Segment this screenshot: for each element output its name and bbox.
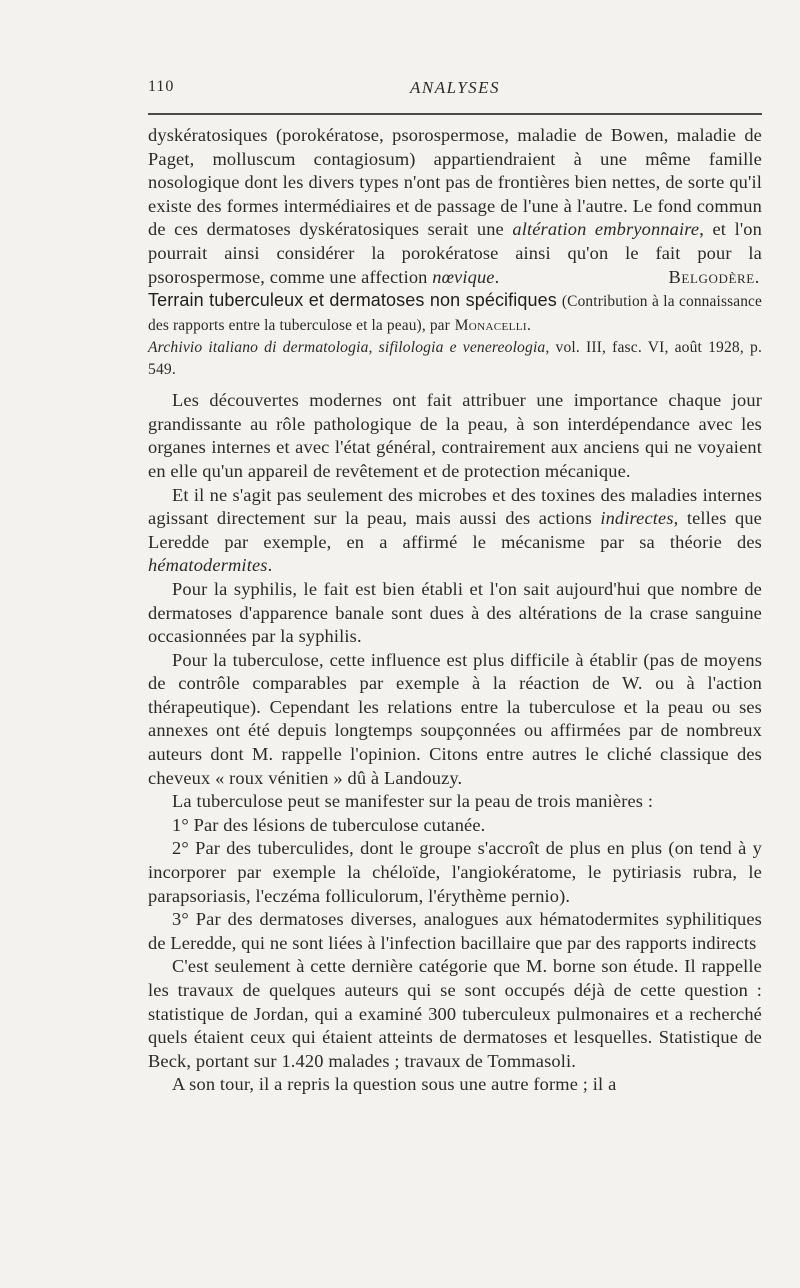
italic-phrase: nœvique [432, 266, 495, 287]
article-citation [148, 337, 762, 381]
header-rule [148, 113, 762, 115]
paragraph: A son tour, il a repris la question sous une autre forme ; il a [172, 1074, 617, 1095]
text-run: dyskératosiques (porokératose, psorospermose, maladie de Bowen, maladie de Paget, molluscum contagiosum) appartiendraient à une même famille nosologique dont les divers types n'ont pas de frontières bien nettes, de sorte qu'il existe des formes intermédiaires et de passage de l'une à l'autre. Le fond commun de ces dermatoses dyskératosiques serait une [148, 125, 762, 240]
paragraph [148, 484, 762, 578]
text-run: Et il ne s'agit pas seulement des microbes et des toxines des maladies internes agissant directement sur la peau, mais aussi des actions [148, 484, 762, 529]
italic-phrase: altération embryonnaire [512, 219, 700, 240]
body-text [148, 124, 762, 1097]
page-number: 110 [148, 78, 175, 95]
journal-name: Archivio italiano di dermatologia, sifilologia e venereologia, [148, 339, 550, 357]
paragraph: C'est seulement à cette dernière catégorie que M. borne son étude. Il rappelle les travaux de quelques auteurs qui se sont occupés déjà de cette question : statistique de Jordan, qui a examiné 300 tuberculeux pulmonaires et a recherché quels étaient ceux qui étaient atteints de dermatoses et lesquelles. Statistique de Beck, portant sur 1.420 malades ; travaux de Tommasoli. [148, 956, 762, 1071]
paragraph: La tuberculose peut se manifester sur la peau de trois manières : [172, 791, 654, 812]
text-run: . [267, 555, 273, 576]
italic-phrase: hématodermites [148, 555, 268, 576]
paragraph: Pour la syphilis, le fait est bien établi et l'on sait aujourd'hui que nombre de dermatoses d'apparence banale sont dues à des altérations de la crase sanguine occasionnées par la syphilis. [148, 578, 762, 647]
list-item: 2° Par des tuberculides, dont le groupe s'accroît de plus en plus (on tend à y incorporer par exemple la chéloïde, l'angiokératome, le pytiriasis rubra, le parapsoriasis, l'eczéma folliculorum, l'érythème pernio). [148, 838, 762, 906]
article-subtitle: (Contribution à la connaissance des rapports entre la tuberculose et la peau), par [148, 293, 763, 335]
italic-phrase: indirectes [600, 508, 674, 529]
article-heading [148, 289, 762, 337]
text-run: , telles que Leredde par exemple, en a affirmé le mécanisme par sa théorie des [148, 508, 762, 552]
paragraph: Pour la tuberculose, cette influence est plus difficile à établir (pas de moyens de contrôle comparables par exemple à la réaction de W. ou à l'action thérapeutique). Cependant les relations entre la tuberculose et la peau ou ses annexes ont été depuis longtemps soupçonnées ou affirmées par de nombreux auteurs dont M. rappelle l'opinion. Citons entre autres le cliché classique des cheveux « roux vénitien » dû à Landouzy. [148, 649, 762, 788]
citation-details: vol. III, fasc. VI, août 1928, p. 549. [148, 339, 762, 379]
text-run: . [494, 266, 500, 287]
reviewer-signature: Belgodère. [668, 266, 760, 287]
article-title: Terrain tuberculeux et dermatoses non spécifiques [148, 290, 557, 311]
text-run: , et l'on pourrait ainsi considérer la porokératose ainsi qu'on le fait pour la psorospermose, comme une affection [148, 219, 762, 287]
article-author: Monacelli. [454, 317, 532, 335]
spacer [148, 381, 762, 389]
previous-article-paragraph [148, 124, 762, 289]
page-header [148, 78, 762, 102]
paragraph: Les découvertes modernes ont fait attribuer une importance chaque jour grandissante au rôle pathologique de la peau, à son interdépendance avec les organes internes et avec l'état général, contrairement aux anciens qui ne voyaient en elle qu'un appareil de revêtement et de protection mécanique. [148, 390, 762, 481]
running-title: ANALYSES [409, 78, 501, 97]
list-item: 1° Par des lésions de tuberculose cutanée. [172, 814, 486, 835]
list-item: 3° Par des dermatoses diverses, analogues aux hématodermites syphilitiques de Leredde, qui ne sont liées à l'infection bacillaire que par des rapports indirects [148, 909, 762, 953]
